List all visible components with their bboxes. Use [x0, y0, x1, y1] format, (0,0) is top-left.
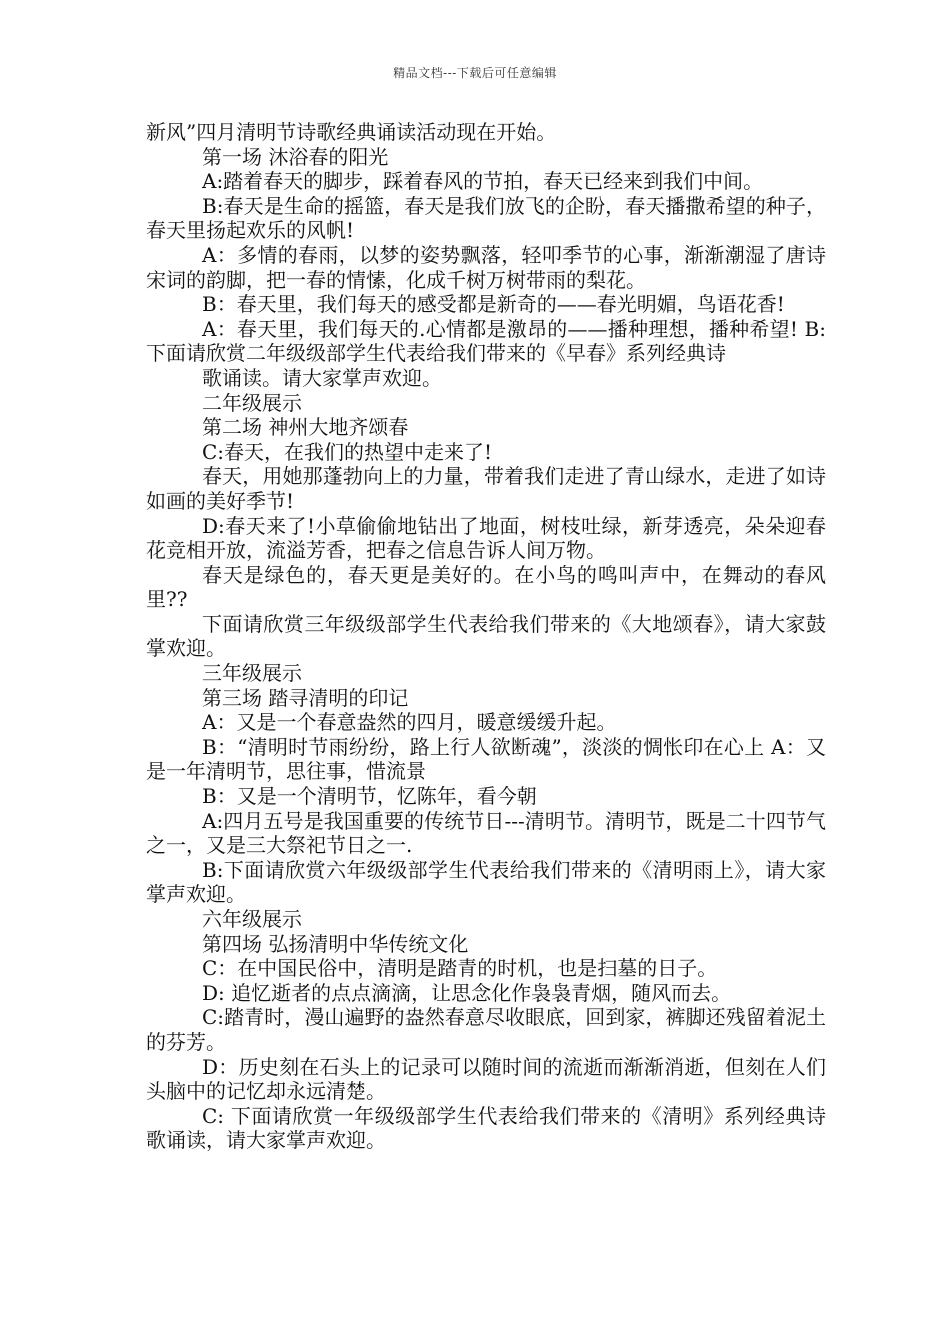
section-title: 第一场 沐浴春的阳光 [202, 144, 389, 169]
paragraph: B：“清明时节雨纷纷，路上行人欲断魂”，淡淡的惆怅印在心上 A：又是一年清明节，思往事，惜流景 [146, 734, 826, 784]
paragraph: D:春天来了!小草偷偷地钻出了地面，树枝吐绿，新芽透亮，朵朵迎春花竞相开放，流溢芳香，把春之信息告诉人间万物。 [146, 513, 826, 563]
paragraph: B：春天里，我们每天的感受都是新奇的——春光明媚，鸟语花香! [202, 292, 785, 317]
paragraph: A：春天里，我们每天的.心情都是激昂的——播种理想，播种希望! B:下面请欣赏二年级级部学生代表给我们带来的《早春》系列经典诗 [146, 316, 826, 366]
section-title: 第四场 弘扬清明中华传统文化 [202, 931, 469, 956]
grade-showcase-label: 六年级展示 [202, 907, 302, 931]
section-title: 第三场 踏寻清明的印记 [202, 685, 409, 710]
paragraph: C：在中国民俗中，清明是踏青的时机，也是扫墓的日子。 [202, 956, 718, 981]
paragraph: C: 下面请欣赏一年级级部学生代表给我们带来的《清明》系列经典诗歌诵读，请大家掌声欢迎。 [146, 1103, 826, 1153]
paragraph: A:踏着春天的脚步，踩着春风的节拍，春天已经来到我们中间。 [202, 169, 764, 194]
paragraph: B:下面请欣赏六年级级部学生代表给我们带来的《清明雨上》，请大家掌声欢迎。 [146, 857, 826, 907]
paragraph: B:春天是生命的摇篮，春天是我们放飞的企盼，春天播撒希望的种子，春天里扬起欢乐的风帆! [146, 193, 826, 243]
page-header: 精品文档---下载后可任意编辑 [393, 66, 557, 80]
paragraph: C:踏青时，漫山遍野的盎然春意尽收眼底，回到家，裤脚还残留着泥土的芬芳。 [146, 1005, 826, 1054]
paragraph: A:四月五号是我国重要的传统节日---清明节。清明节，既是二十四节气之一，又是三大祭祀节日之一. [146, 808, 826, 858]
paragraph: C:春天，在我们的热望中走来了! [202, 439, 493, 464]
document-body [146, 120, 826, 1153]
grade-showcase-label: 三年级展示 [202, 661, 302, 686]
section-title: 第二场 神州大地齐颂春 [202, 415, 409, 440]
paragraph: A：又是一个春意盎然的四月，暖意缓缓升起。 [202, 710, 617, 735]
paragraph: D: 追忆逝者的点点滴滴，让思念化作袅袅青烟，随风而去。 [202, 980, 732, 1005]
paragraph: B：又是一个清明节，忆陈年，看今朝 [202, 784, 537, 809]
paragraph: 歌诵读。请大家掌声欢迎。 [202, 365, 442, 390]
paragraph: D：历史刻在石头上的记录可以随时间的流逝而渐渐消逝，但刻在人们头脑中的记忆却永远清楚。 [146, 1054, 826, 1104]
grade-showcase-label: 二年级展示 [202, 390, 302, 415]
paragraph: 下面请欣赏三年级级部学生代表给我们带来的《大地颂春》，请大家鼓掌欢迎。 [146, 611, 826, 661]
paragraph: 新风”四月清明节诗歌经典诵读活动现在开始。 [146, 120, 557, 144]
paragraph: 春天是绿色的，春天更是美好的。在小鸟的鸣叫声中，在舞动的春风里?? [146, 562, 826, 612]
paragraph: 春天，用她那蓬勃向上的力量，带着我们走进了青山绿水，走进了如诗如画的美好季节! [146, 464, 826, 513]
paragraph: A：多情的春雨，以梦的姿势飘落，轻叩季节的心事，渐渐潮湿了唐诗宋词的韵脚，把一春的情愫，化成千树万树带雨的梨花。 [146, 242, 826, 292]
